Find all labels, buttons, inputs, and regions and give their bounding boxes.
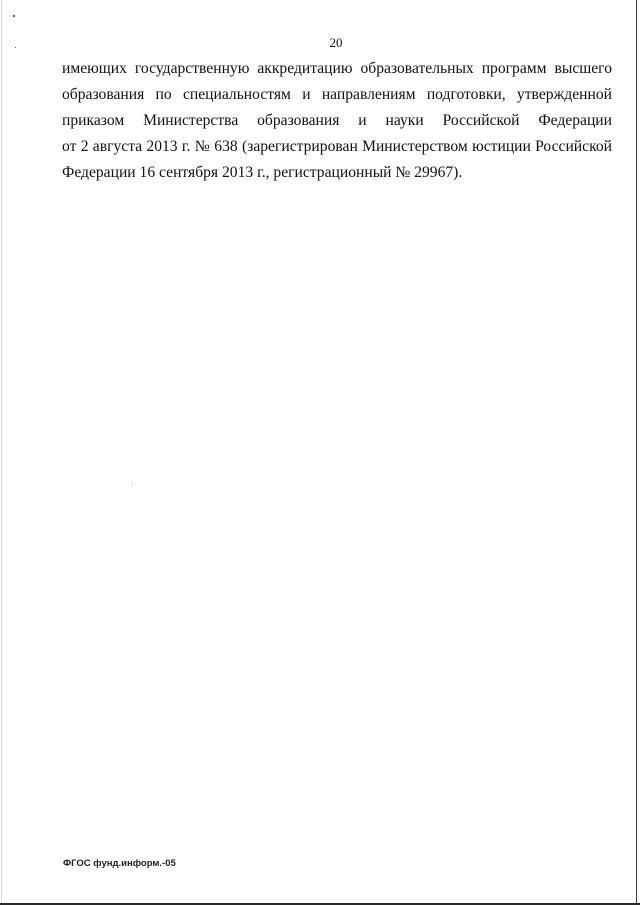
body-paragraph (62, 56, 612, 186)
page-number: 20 (329, 35, 343, 50)
text-line: имеющих государственную аккредитацию образовательных программ высшего (62, 60, 612, 77)
scan-edge-right (636, 0, 637, 905)
scan-speck (13, 15, 15, 17)
scan-speck (132, 484, 133, 485)
text-line: приказом Министерства образования и науки Российской Федерации (62, 112, 612, 129)
footer-code: ФГОС фунд.информ.-05 (63, 858, 176, 869)
scan-edge-left (1, 0, 2, 905)
text-line: Федерации 16 сентября 2013 г., регистрационный № 29967). (62, 164, 463, 181)
text-line: образования по специальностям и направлениям подготовки, утвержденной (62, 86, 612, 103)
text-line: от 2 августа 2013 г. № 638 (зарегистрирован Министерством юстиции Российской (62, 138, 612, 155)
